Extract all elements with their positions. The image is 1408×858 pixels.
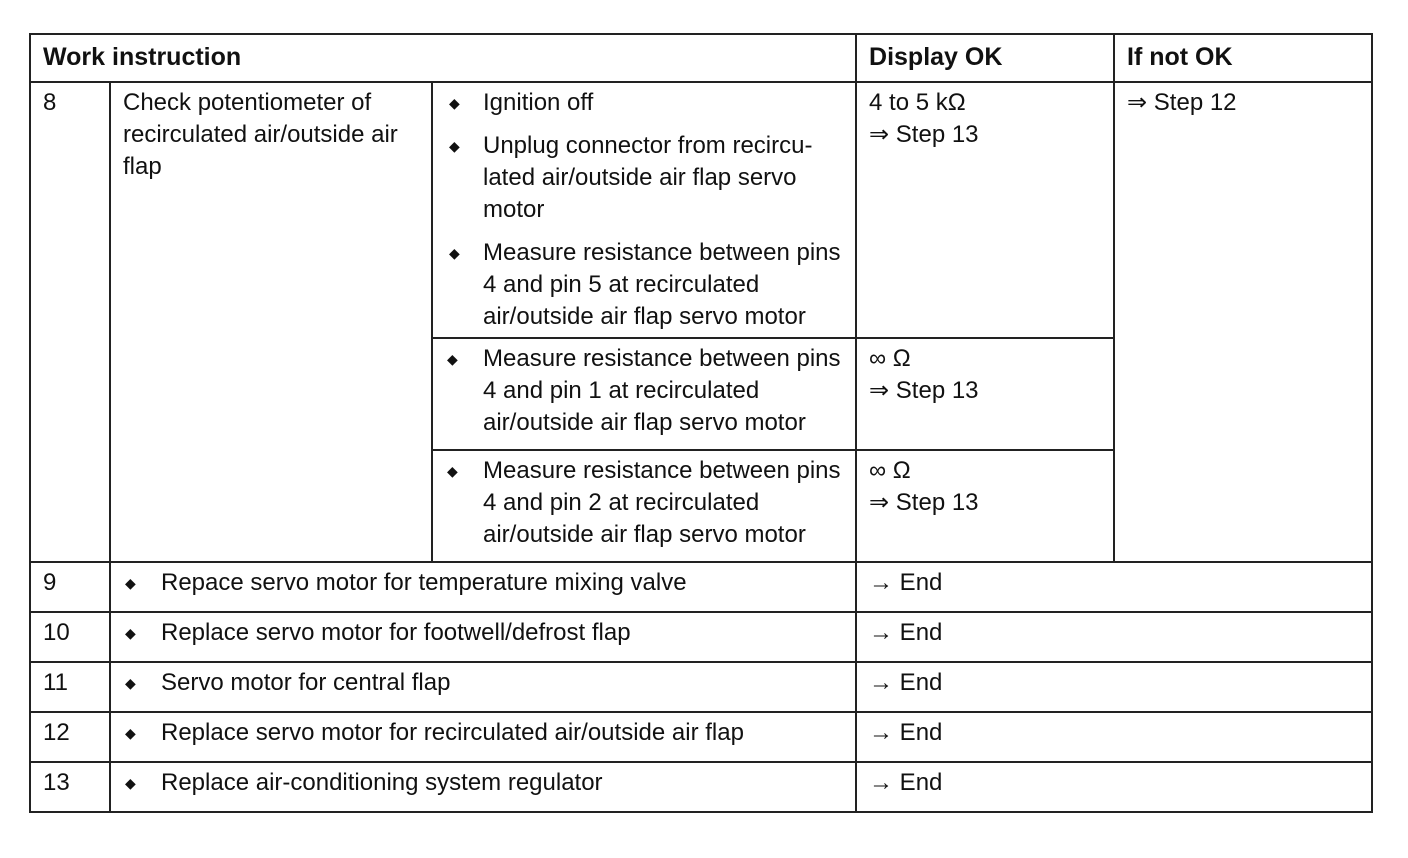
step-number: 11: [30, 662, 110, 712]
bullet-diamond-icon: ◆: [447, 463, 458, 479]
display-action: ⇒ Step 13: [869, 121, 979, 148]
display-ok-cell: → End: [856, 762, 1372, 812]
instruction-text: Replace air-conditioning system regulator: [161, 769, 603, 796]
step-number: 12: [30, 712, 110, 762]
display-ok-cell: → End: [856, 612, 1372, 662]
display-ok-cell: [856, 82, 1114, 338]
instruction-text: Replace servo motor for footwell/defrost flap: [161, 619, 631, 646]
instruction-cell: [110, 662, 856, 712]
list-item: [445, 130, 843, 226]
action-text: Measure resistance between pins 4 and pin 5 at recirculated air/outside air flap servo motor: [483, 239, 841, 330]
step-number: 13: [30, 762, 110, 812]
bullet-diamond-icon: ◆: [449, 245, 460, 261]
bullet-diamond-icon: ◆: [449, 138, 460, 154]
work-instruction-table: [29, 33, 1373, 813]
action-text: Measure resistance between pins 4 and pin 2 at recirculated air/outside air flap servo motor: [483, 457, 841, 548]
bullet-diamond-icon: ◆: [125, 575, 136, 591]
step-number: 9: [30, 562, 110, 612]
instruction-cell: [110, 612, 856, 662]
display-value: 4 to 5 kΩ: [869, 89, 966, 116]
step-8-actions-cell: [432, 82, 856, 338]
header-work-instruction: Work instruction: [30, 34, 856, 82]
instruction-text: Servo motor for central flap: [161, 669, 451, 696]
display-ok-cell: → End: [856, 562, 1372, 612]
table-row: [30, 612, 1372, 662]
instruction-text: Replace servo motor for recirculated air/outside air flap: [161, 719, 744, 746]
list-item: [445, 87, 843, 119]
list-item: [445, 455, 843, 551]
table-row: [30, 712, 1372, 762]
step-8-action-cell: [432, 450, 856, 562]
table-row: [30, 562, 1372, 612]
step-8-row-group-1: [30, 82, 1372, 338]
instruction-cell: [110, 762, 856, 812]
step-number: 10: [30, 612, 110, 662]
bullet-diamond-icon: ◆: [125, 775, 136, 791]
if-not-ok-cell: ⇒ Step 12: [1114, 82, 1372, 562]
step-number: 8: [30, 82, 110, 562]
instruction-cell: [110, 712, 856, 762]
header-display-ok: Display OK: [856, 34, 1114, 82]
step-8-action-list: [445, 87, 843, 333]
display-ok-cell: [856, 450, 1114, 562]
list-item: [445, 237, 843, 333]
list-item: [445, 343, 843, 439]
display-value: ∞ Ω: [869, 345, 911, 372]
display-action: ⇒ Step 13: [869, 489, 979, 516]
step-title: Check potentiometer of recirculated air/outside air flap: [110, 82, 432, 562]
display-ok-cell: [856, 338, 1114, 450]
display-ok-cell: → End: [856, 712, 1372, 762]
header-row: [30, 34, 1372, 82]
bullet-diamond-icon: ◆: [449, 95, 460, 111]
display-ok-cell: → End: [856, 662, 1372, 712]
display-action: ⇒ Step 13: [869, 377, 979, 404]
table-row: [30, 762, 1372, 812]
action-text: Unplug connector from recircu-lated air/outside air flap servo motor: [483, 132, 813, 223]
action-text: Measure resistance between pins 4 and pin 1 at recirculated air/outside air flap servo motor: [483, 345, 841, 436]
bullet-diamond-icon: ◆: [125, 675, 136, 691]
bullet-diamond-icon: ◆: [125, 625, 136, 641]
table-row: [30, 662, 1372, 712]
bullet-diamond-icon: ◆: [447, 351, 458, 367]
display-value: ∞ Ω: [869, 457, 911, 484]
step-8-action-cell: [432, 338, 856, 450]
header-if-not-ok: If not OK: [1114, 34, 1372, 82]
bullet-diamond-icon: ◆: [125, 725, 136, 741]
action-text: Ignition off: [483, 89, 594, 116]
instruction-cell: [110, 562, 856, 612]
instruction-text: Repace servo motor for temperature mixing valve: [161, 569, 687, 596]
